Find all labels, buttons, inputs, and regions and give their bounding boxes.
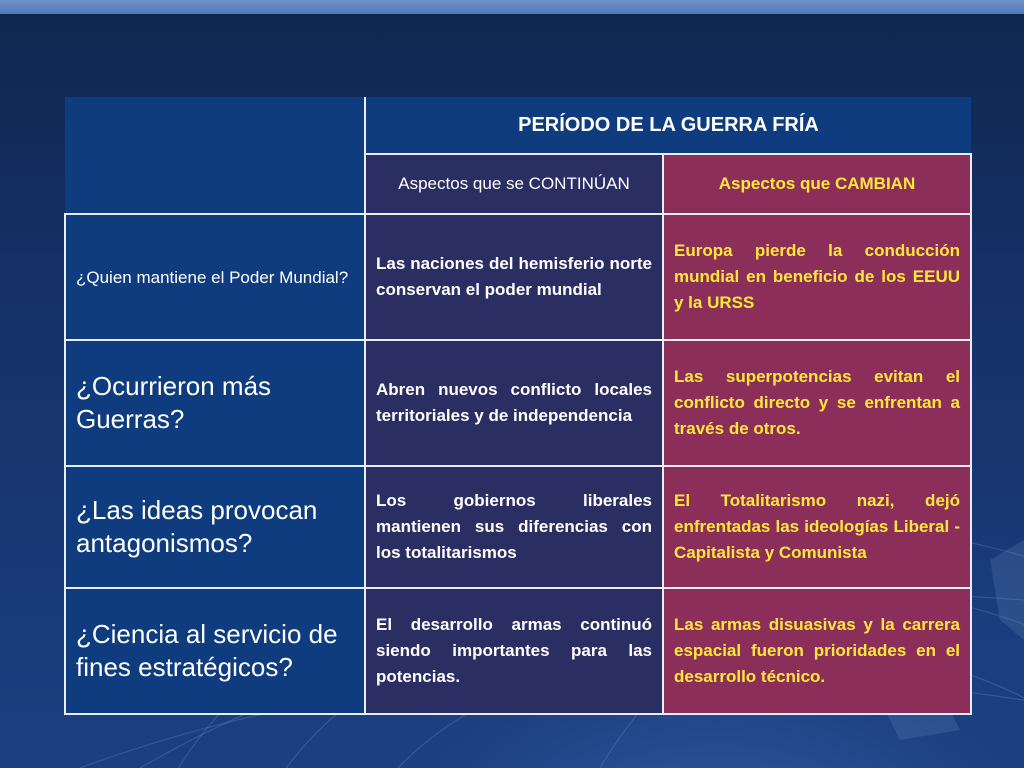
corner-cell-lower xyxy=(65,154,365,214)
continuan-cell: Los gobiernos liberales mantienen sus diferencias con los totalitarismos xyxy=(365,466,663,588)
table-title: PERÍODO DE LA GUERRA FRÍA xyxy=(365,97,971,154)
cold-war-comparison-table xyxy=(64,97,972,715)
question-cell: ¿Las ideas provocan antagonismos? xyxy=(65,466,365,588)
cambian-cell: Europa pierde la conducción mundial en beneficio de los EEUU y la URSS xyxy=(663,214,971,340)
question-cell: ¿Ciencia al servicio de fines estratégicos? xyxy=(65,588,365,714)
table-row xyxy=(65,214,971,340)
continuan-cell: Abren nuevos conflicto locales territoriales y de independencia xyxy=(365,340,663,466)
title-row xyxy=(65,97,971,154)
table-row xyxy=(65,588,971,714)
corner-cell xyxy=(65,97,365,154)
question-cell: ¿Quien mantiene el Poder Mundial? xyxy=(65,214,365,340)
header-continuan: Aspectos que se CONTINÚAN xyxy=(365,154,663,214)
continuan-cell: Las naciones del hemisferio norte conservan el poder mundial xyxy=(365,214,663,340)
header-row xyxy=(65,154,971,214)
table-row xyxy=(65,466,971,588)
question-cell: ¿Ocurrieron más Guerras? xyxy=(65,340,365,466)
table-row xyxy=(65,340,971,466)
continuan-cell: El desarrollo armas continuó siendo importantes para las potencias. xyxy=(365,588,663,714)
header-cambian: Aspectos que CAMBIAN xyxy=(663,154,971,214)
cambian-cell: El Totalitarismo nazi, dejó enfrentadas las ideologías Liberal - Capitalista y Comunista xyxy=(663,466,971,588)
cambian-cell: Las superpotencias evitan el conflicto directo y se enfrentan a través de otros. xyxy=(663,340,971,466)
cambian-cell: Las armas disuasivas y la carrera espacial fueron prioridades en el desarrollo técnico. xyxy=(663,588,971,714)
